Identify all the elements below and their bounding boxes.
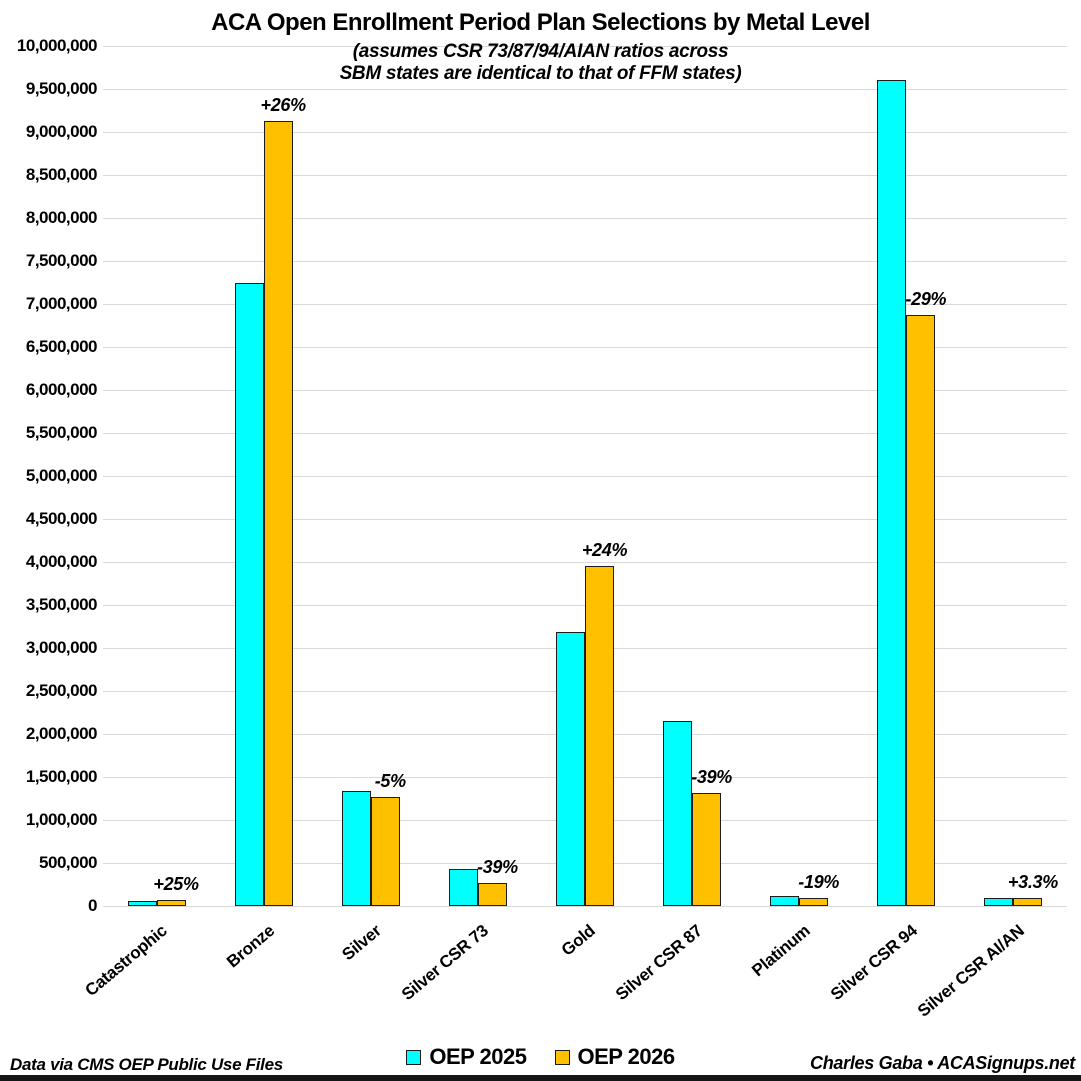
gridline [103,132,1067,133]
legend-swatch-oep-2025 [406,1050,421,1065]
bar-oep-2025-silver-csr-73 [449,869,478,906]
bar-oep-2025-silver-csr-94 [877,80,906,906]
gridline [103,218,1067,219]
x-axis-label-gold: Gold [558,921,600,960]
bottom-border-strip [0,1075,1081,1081]
y-axis-tick-label: 6,000,000 [25,380,97,399]
y-axis-tick-label: 1,000,000 [25,810,97,829]
chart-subtitle-line-1: (assumes CSR 73/87/94/AIAN ratios across [352,41,729,62]
x-axis-label-silver-csr-ai-an: Silver CSR AI/AN [913,921,1028,1021]
pct-change-label-silver-csr-94: -29% [905,289,947,310]
x-axis-label-platinum: Platinum [748,921,814,981]
y-axis-tick-label: 0 [88,896,97,915]
y-axis-tick-label: 8,000,000 [25,208,97,227]
pct-change-label-bronze: +26% [260,94,306,115]
pct-change-label-silver: -5% [374,770,406,791]
y-axis-tick-label: 3,000,000 [25,638,97,657]
data-source-note: Data via CMS OEP Public Use Files [10,1055,283,1074]
y-axis-tick-label: 5,500,000 [25,423,97,442]
bar-oep-2026-catastrophic [157,900,186,906]
bar-oep-2025-silver-csr-87 [663,721,692,906]
pct-change-label-gold: +24% [581,539,628,560]
pct-change-label-silver-csr-ai-an: +3.3% [1007,871,1058,892]
legend-item-oep-2025 [406,1044,526,1070]
y-axis-tick-label: 4,500,000 [25,509,97,528]
bar-oep-2026-platinum [799,898,828,906]
y-axis-tick-label: 500,000 [39,853,97,872]
bar-oep-2025-catastrophic [128,901,157,906]
bar-oep-2025-platinum [770,896,799,906]
legend-label-oep-2026: OEP 2026 [577,1044,675,1069]
x-axis-label-silver-csr-87: Silver CSR 87 [612,921,707,1005]
pct-change-label-silver-csr-87: -39% [691,767,733,788]
y-axis-tick-label: 7,000,000 [25,294,97,313]
bar-oep-2026-silver [371,797,400,906]
bar-oep-2026-gold [585,566,614,906]
y-axis-tick-label: 7,500,000 [25,251,97,270]
bar-oep-2026-silver-csr-73 [478,883,507,906]
legend-label-oep-2025: OEP 2025 [429,1044,527,1069]
x-axis-label-silver: Silver [338,921,385,965]
y-axis-tick-label: 2,000,000 [25,724,97,743]
gridline [103,175,1067,176]
y-axis-tick-label: 4,000,000 [25,552,97,571]
bar-oep-2025-silver [342,791,371,906]
gridline [103,89,1067,90]
y-axis-tick-label: 3,500,000 [25,595,97,614]
bar-oep-2026-silver-csr-87 [692,793,721,906]
x-axis-label-silver-csr-94: Silver CSR 94 [826,921,921,1005]
y-axis-tick-label: 2,500,000 [25,681,97,700]
legend-swatch-oep-2026 [555,1050,570,1065]
author-credit: Charles Gaba • ACASignups.net [810,1053,1075,1073]
bar-oep-2026-silver-csr-94 [906,315,935,906]
chart-subtitle-line-2: SBM states are identical to that of FFM states) [339,63,742,84]
y-axis-tick-label: 10,000,000 [16,36,97,55]
bar-oep-2025-bronze [235,283,264,907]
y-axis-tick-label: 9,000,000 [25,122,97,141]
bar-oep-2026-bronze [264,121,293,906]
legend-item-oep-2026 [555,1044,675,1070]
y-axis-tick-label: 8,500,000 [25,165,97,184]
x-axis-label-bronze: Bronze [222,921,278,972]
x-axis-label-silver-csr-73: Silver CSR 73 [398,921,493,1005]
bar-oep-2026-silver-csr-ai-an [1013,898,1042,906]
x-axis-label-catastrophic: Catastrophic [81,921,171,1001]
bar-oep-2025-silver-csr-ai-an [984,898,1013,906]
pct-change-label-silver-csr-73: -39% [476,857,518,878]
chart-subtitle [0,41,1081,85]
gridline [103,906,1067,907]
y-axis-tick-label: 1,500,000 [25,767,97,786]
bar-oep-2025-gold [556,632,585,906]
gridline [103,261,1067,262]
pct-change-label-platinum: -19% [798,872,840,892]
y-axis-tick-label: 5,000,000 [25,466,97,485]
y-axis-tick-label: 9,500,000 [25,79,97,98]
pct-change-label-catastrophic: +25% [153,873,199,894]
chart-title: ACA Open Enrollment Period Plan Selections by Metal Level [211,9,870,36]
y-axis-tick-label: 6,500,000 [25,337,97,356]
